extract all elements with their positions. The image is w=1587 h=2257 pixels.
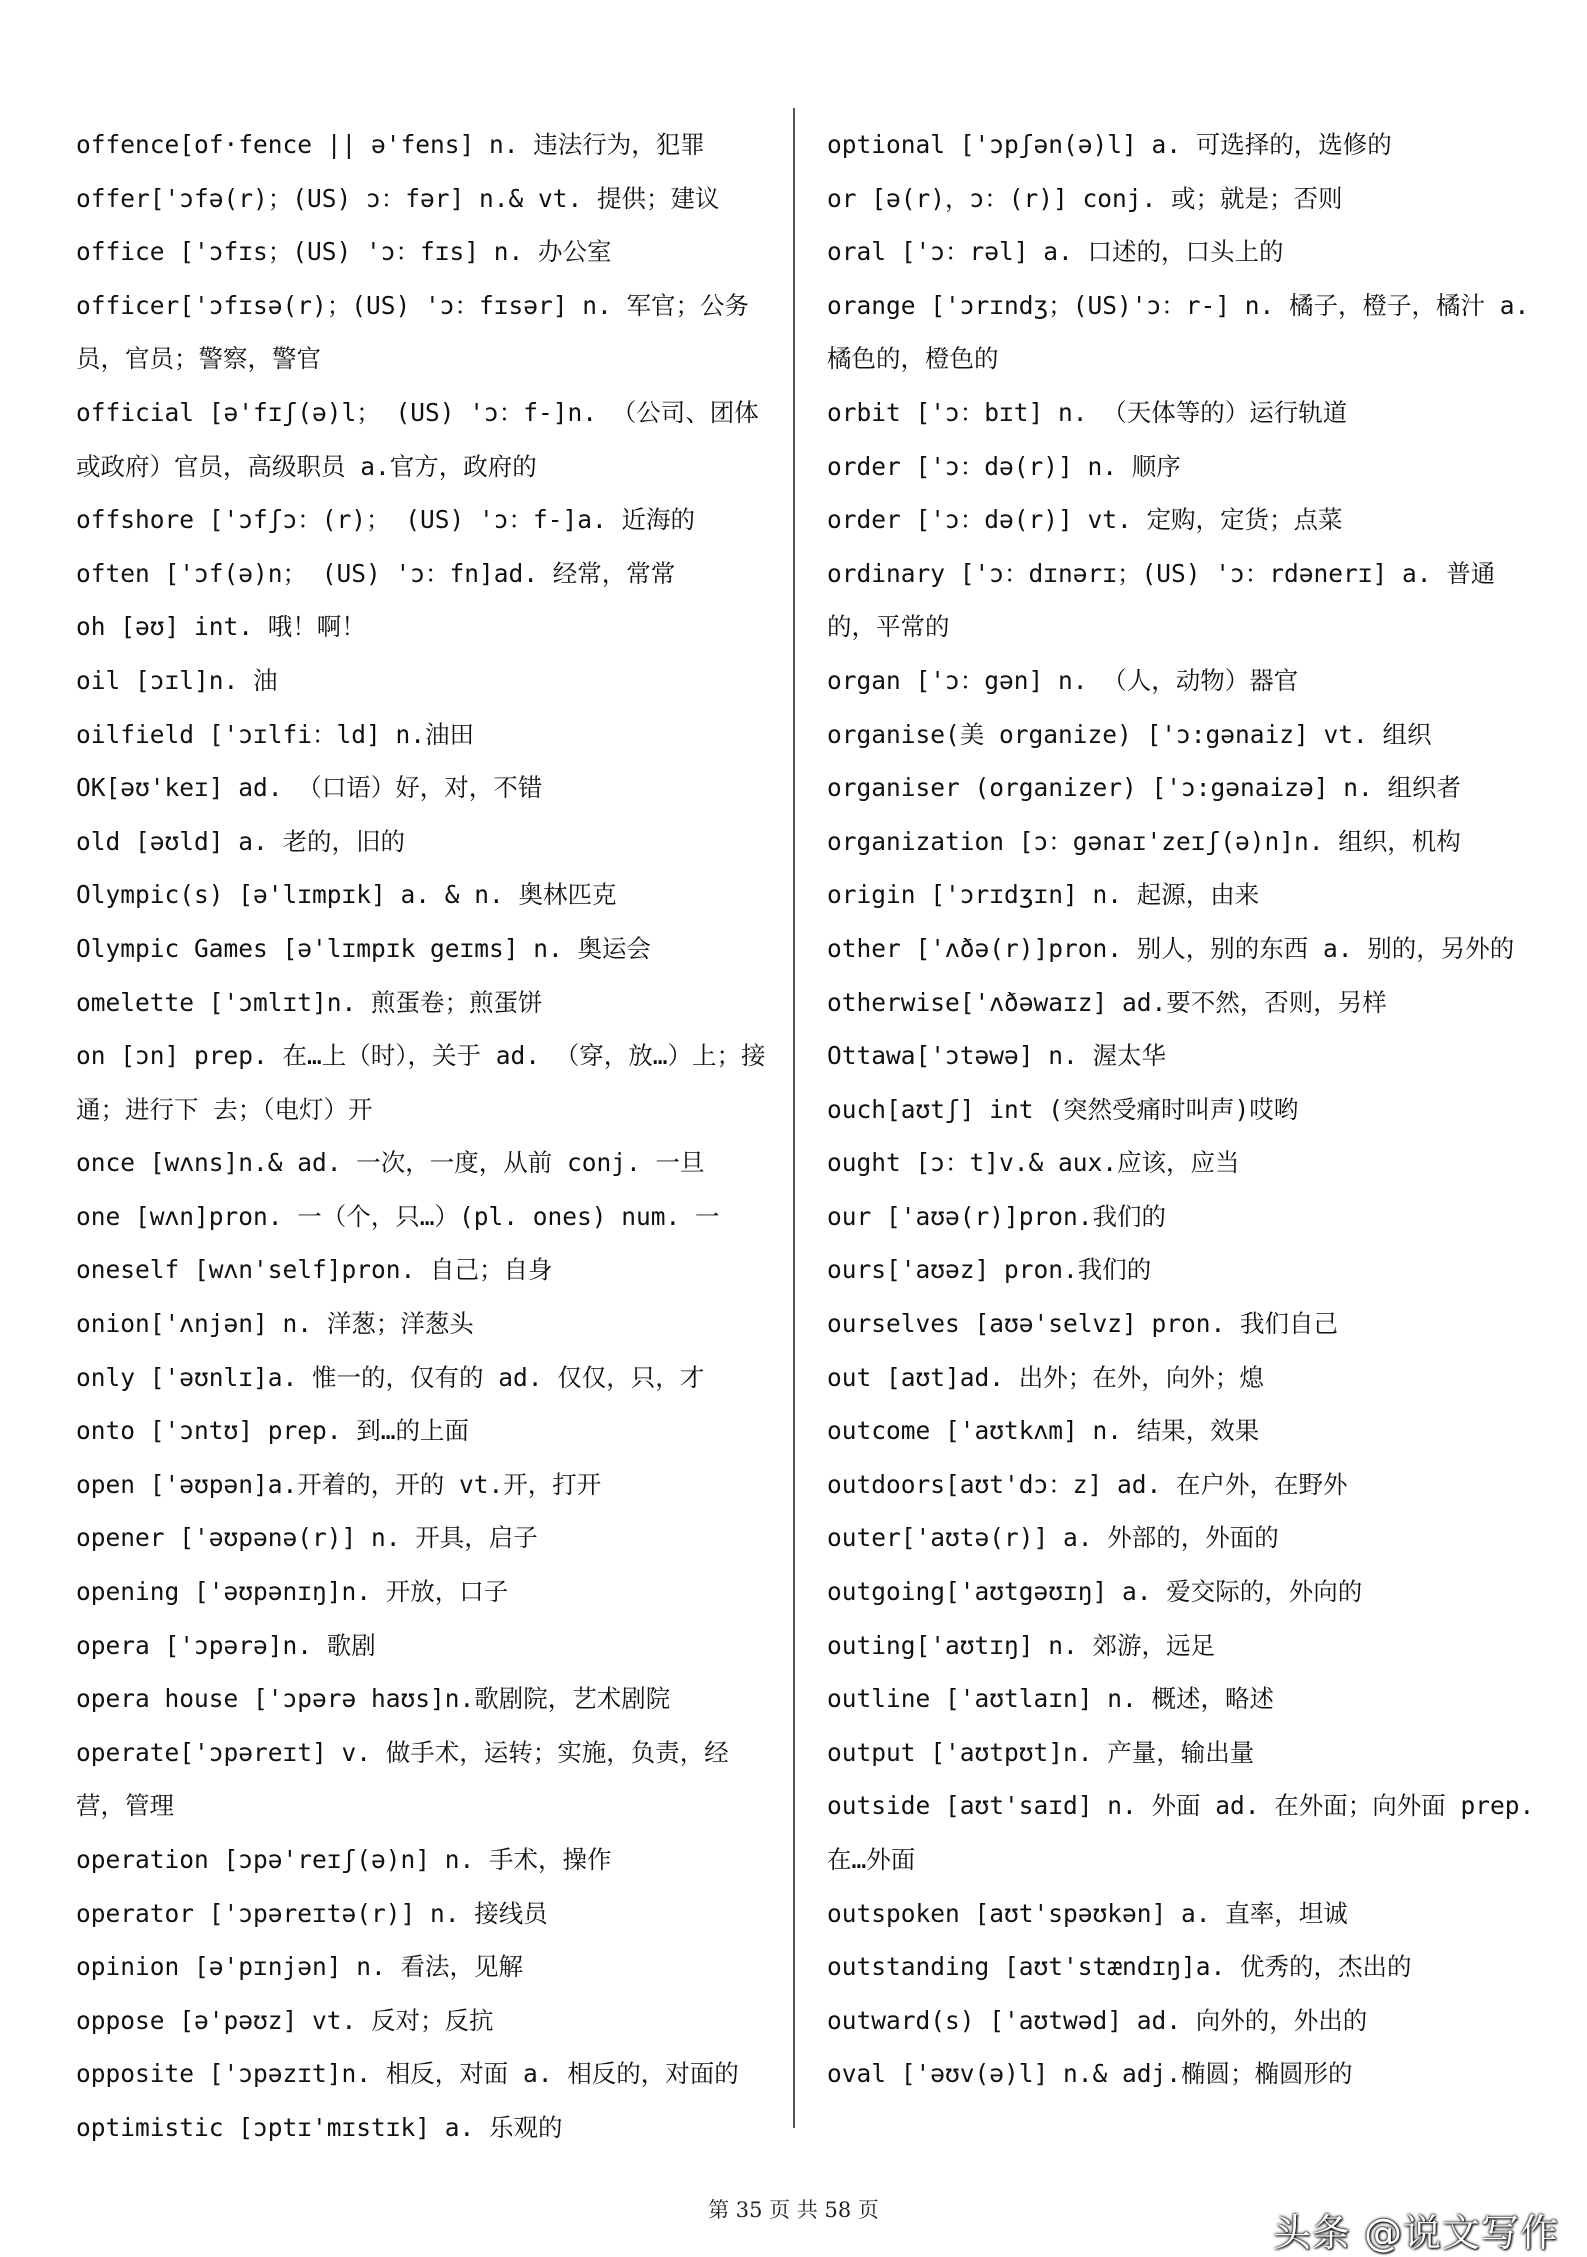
dictionary-entry: or [ə(r)，ɔ：(r)] conj. 或；就是；否则 bbox=[827, 183, 1343, 213]
dictionary-entry: outer['aʊtə(r)] a. 外部的，外面的 bbox=[827, 1523, 1279, 1553]
dictionary-entry: outward(s) ['aʊtwəd] ad. 向外的，外出的 bbox=[827, 2005, 1368, 2035]
dictionary-entry: offence[of·fence || ə'fens] n. 违法行为，犯罪 bbox=[76, 130, 705, 159]
dictionary-entry: ouch[aʊtʃ] int (突然受痛时叫声)哎哟 bbox=[827, 1094, 1299, 1124]
column-divider bbox=[793, 108, 795, 2128]
dictionary-entry: onto ['ɔntʊ] prep. 到…的上面 bbox=[76, 1416, 470, 1446]
dictionary-entry: organiser (organizer) ['ɔ:gənaizə] n. 组织者 bbox=[827, 773, 1462, 803]
dictionary-entry: operation [ɔpə'reɪʃ(ə)n] n. 手术，操作 bbox=[76, 1845, 612, 1874]
dictionary-entry: output ['aʊtpʊt]n. 产量，输出量 bbox=[827, 1737, 1255, 1767]
page-footer: 第 35 页 共 58 页 bbox=[708, 2198, 879, 2222]
dictionary-entry: only ['əʊnlɪ]a. 惟一的，仅有的 ad. 仅仅，只，才 bbox=[76, 1362, 705, 1392]
dictionary-entry: oh [əʊ] int. 哦！啊！ bbox=[76, 612, 366, 642]
dictionary-entry: outline ['aʊtlaɪn] n. 概述，略述 bbox=[827, 1684, 1275, 1714]
dictionary-entry: Olympic(s) [ə'lɪmpɪk] a. & n. 奥林匹克 bbox=[76, 880, 617, 910]
dictionary-entry: outstanding [aʊt'stændɪŋ]a. 优秀的，杰出的 bbox=[827, 1952, 1412, 1982]
dictionary-entry: optimistic [ɔptɪ'mɪstɪk] a. 乐观的 bbox=[76, 2112, 563, 2142]
dictionary-entry: offshore ['ɔfʃɔ：(r)； (US) 'ɔ：f-]a. 近海的 bbox=[76, 505, 696, 535]
right-column bbox=[827, 118, 1537, 2101]
dictionary-entry: opposite ['ɔpəzɪt]n. 相反，对面 a. 相反的，对面的 bbox=[76, 2059, 739, 2089]
dictionary-entry: ought [ɔ：t]v.& aux.应该，应当 bbox=[827, 1148, 1240, 1178]
dictionary-entry: omelette ['ɔmlɪt]n. 煎蛋卷；煎蛋饼 bbox=[76, 987, 543, 1017]
dictionary-entry: oil [ɔɪl]n. 油 bbox=[76, 665, 278, 695]
dictionary-entry: ours['aʊəz] pron.我们的 bbox=[827, 1255, 1152, 1285]
dictionary-entry: orbit ['ɔ：bɪt] n. （天体等的）运行轨道 bbox=[827, 397, 1348, 427]
dictionary-entry: order ['ɔ：də(r)] n. 顺序 bbox=[827, 451, 1181, 481]
dictionary-entry: oval ['əʊv(ə)l] n.& adj.椭圆；椭圆形的 bbox=[827, 2059, 1353, 2089]
dictionary-entry: office ['ɔfɪs；(US) 'ɔ：fɪs] n. 办公室 bbox=[76, 237, 612, 267]
dictionary-entry: often ['ɔf(ə)n； (US) 'ɔ：fn]ad. 经常，常常 bbox=[76, 558, 676, 588]
dictionary-entry: operator ['ɔpəreɪtə(r)] n. 接线员 bbox=[76, 1898, 548, 1928]
dictionary-entry: organise(美 organize) ['ɔ:gənaiz] vt. 组织 bbox=[827, 719, 1432, 749]
dictionary-entry: on [ɔn] prep. 在…上（时），关于 ad. （穿，放…）上；接通；进行下 去；（电灯）开 bbox=[76, 1041, 766, 1124]
dictionary-entry: organ ['ɔ：gən] n. （人，动物）器官 bbox=[827, 665, 1299, 695]
dictionary-entry: officer['ɔfɪsə(r)；(US) 'ɔ：fɪsər] n. 军官；公务员，官员；警察，警官 bbox=[76, 290, 750, 374]
dictionary-entry: once [wʌns]n.& ad. 一次，一度，从前 conj. 一旦 bbox=[76, 1148, 705, 1178]
dictionary-entry: one [wʌn]pron. 一（个，只…）(pl. ones) num. 一 bbox=[76, 1201, 720, 1231]
dictionary-entry: ordinary ['ɔ：dɪnərɪ；(US) 'ɔ：rdənerɪ] a. 普通的，平常的 bbox=[827, 558, 1496, 642]
dictionary-entry: opera house ['ɔpərə haʊs]n.歌剧院，艺术剧院 bbox=[76, 1684, 671, 1714]
dictionary-entry: offer['ɔfə(r)；(US) ɔ：fər] n.& vt. 提供；建议 bbox=[76, 183, 720, 213]
dictionary-entry: operate['ɔpəreɪt] v. 做手术，运转；实施，负责，经营，管理 bbox=[76, 1737, 729, 1821]
dictionary-entry: onion['ʌnjən] n. 洋葱；洋葱头 bbox=[76, 1309, 474, 1339]
dictionary-entry: oilfield ['ɔɪlfi：ld] n.油田 bbox=[76, 719, 475, 749]
dictionary-entry: opening ['əʊpənɪŋ]n. 开放，口子 bbox=[76, 1577, 509, 1607]
dictionary-entry: open ['əʊpən]a.开着的，开的 vt.开，打开 bbox=[76, 1469, 602, 1499]
dictionary-entry: order ['ɔ：də(r)] vt. 定购，定货；点菜 bbox=[827, 505, 1343, 535]
dictionary-entry: otherwise['ʌðəwaɪz] ad.要不然，否则，另样 bbox=[827, 987, 1387, 1017]
left-column bbox=[76, 118, 776, 2155]
dictionary-entry: ourselves [aʊə'selvz] pron. 我们自己 bbox=[827, 1309, 1339, 1339]
dictionary-entry: opener ['əʊpənə(r)] n. 开具，启子 bbox=[76, 1523, 538, 1553]
dictionary-entry: old [əʊld] a. 老的，旧的 bbox=[76, 826, 406, 856]
dictionary-entry: outgoing['aʊtgəʊɪŋ] a. 爱交际的，外向的 bbox=[827, 1577, 1363, 1607]
dictionary-entry: oneself [wʌn'self]pron. 自己；自身 bbox=[76, 1255, 553, 1285]
dictionary-entry: organization [ɔ：gənaɪ'zeɪʃ(ə)n]n. 组织，机构 bbox=[827, 826, 1461, 856]
dictionary-entry: official [ə'fɪʃ(ə)l； (US) 'ɔ：f-]n. （公司、团体或政府）官员，高级职员 a.官方，政府的 bbox=[76, 397, 759, 481]
dictionary-entry: Olympic Games [ə'lɪmpɪk geɪms] n. 奥运会 bbox=[76, 933, 652, 963]
dictionary-entry: optional ['ɔpʃən(ə)l] a. 可选择的，选修的 bbox=[827, 130, 1392, 159]
dictionary-entry: out [aʊt]ad. 出外；在外，向外；熄 bbox=[827, 1362, 1264, 1392]
dictionary-entry: origin ['ɔrɪdʒɪn] n. 起源，由来 bbox=[827, 880, 1260, 910]
dictionary-entry: oppose [ə'pəʊz] vt. 反对；反抗 bbox=[76, 2005, 494, 2035]
dictionary-entry: outspoken [aʊt'spəʊkən] a. 直率，坦诚 bbox=[827, 1898, 1348, 1928]
dictionary-entry: outing['aʊtɪŋ] n. 郊游，远足 bbox=[827, 1630, 1216, 1660]
dictionary-entry: orange ['ɔrɪndʒ；(US)'ɔ：r-] n. 橘子，橙子，橘汁 a. 橘色的，橙色的 bbox=[827, 290, 1530, 374]
dictionary-entry: oral ['ɔ：rəl] a. 口述的，口头上的 bbox=[827, 237, 1284, 267]
dictionary-entry: outside [aʊt'saɪd] n. 外面 ad. 在外面；向外面 prep. 在…外面 bbox=[827, 1791, 1535, 1874]
watermark: 头条 @说文写作 bbox=[1272, 2211, 1559, 2255]
dictionary-entry: other ['ʌðə(r)]pron. 别人，别的东西 a. 别的，另外的 bbox=[827, 933, 1515, 963]
dictionary-entry: opinion [ə'pɪnjən] n. 看法，见解 bbox=[76, 1952, 524, 1982]
dictionary-entry: our ['aʊə(r)]pron.我们的 bbox=[827, 1201, 1167, 1231]
dictionary-entry: outdoors[aʊt'dɔ：z] ad. 在户外，在野外 bbox=[827, 1469, 1348, 1499]
dictionary-entry: outcome ['aʊtkʌm] n. 结果，效果 bbox=[827, 1416, 1260, 1446]
dictionary-entry: opera ['ɔpərə]n. 歌剧 bbox=[76, 1630, 376, 1660]
dictionary-entry: OK[əʊ'keɪ] ad. （口语）好，对，不错 bbox=[76, 773, 543, 803]
dictionary-entry: Ottawa['ɔtəwə] n. 渥太华 bbox=[827, 1041, 1167, 1071]
